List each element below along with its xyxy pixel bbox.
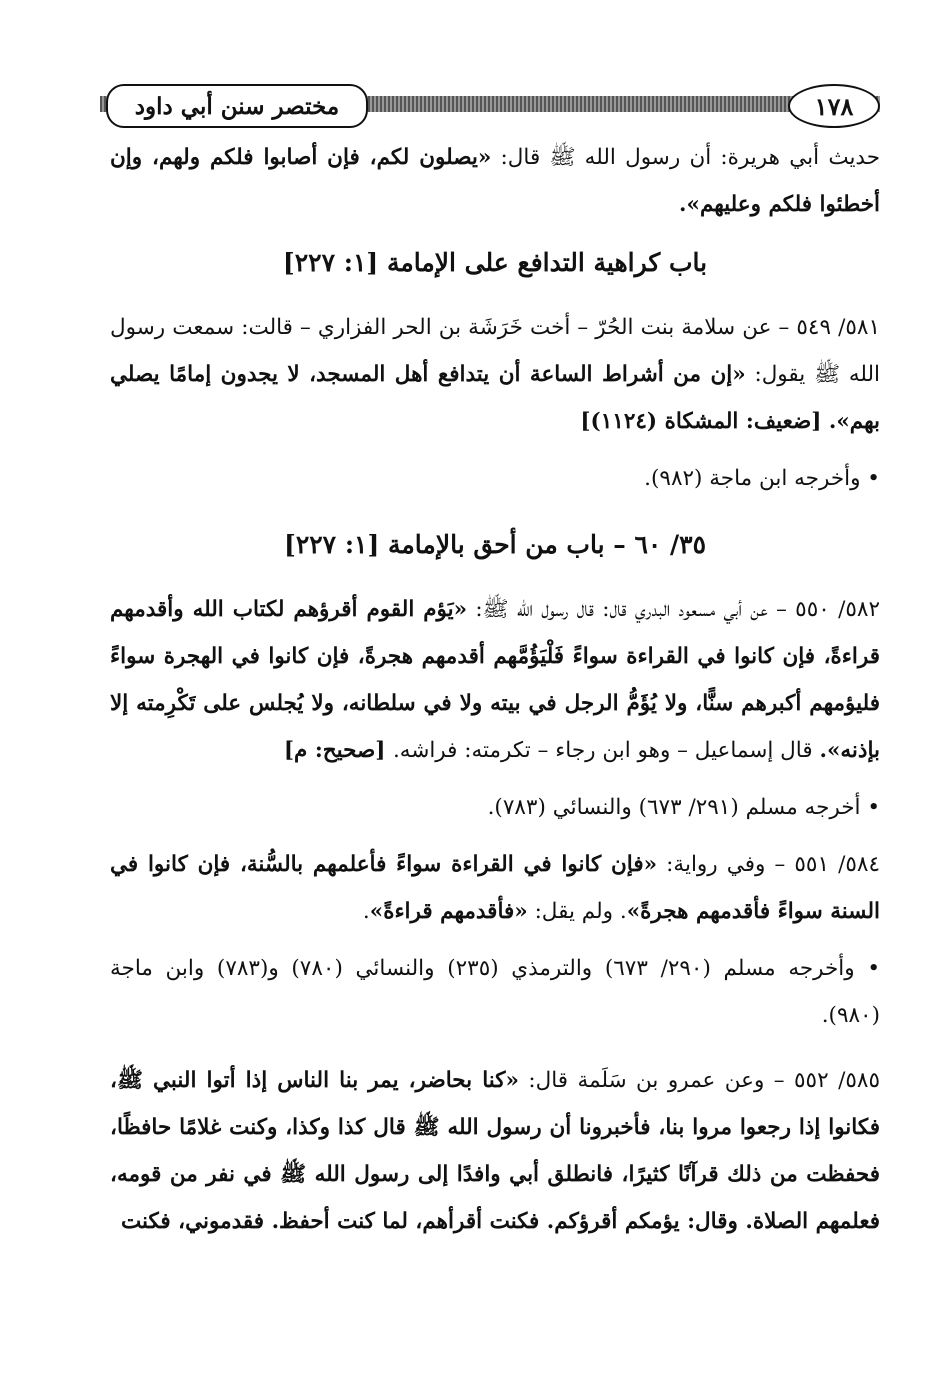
page-number: ١٧٨: [788, 84, 880, 128]
hadith-quote: «إن من أشراط الساعة أن يتدافع أهل المسجد، لا يجدون إمامًا يصلي بهم».: [110, 362, 880, 434]
page-header: [100, 80, 880, 136]
takhrij-note: • وأخرجه مسلم (٢٩٠/ ٦٧٣) والترمذي (٢٣٥) والنسائي (٧٨٠) و(٧٨٣) وابن ماجة (٩٨٠).: [110, 956, 880, 1028]
hadith-quote: «فإن كانوا في القراءة سواءً فأعلمهم بالسُّنة، فإن كانوا في السنة سواءً فأقدمهم هجرةً»: [110, 852, 880, 924]
paragraph-text: ٥٨٢/ ٥٥٠ – عن أبي مسعود البدري قال: قال رسول الله ﷺ:: [467, 597, 880, 622]
chapter-heading: ٣٥/ ٦٠ – باب من أحق بالإمامة [١: ٢٢٧]: [283, 530, 707, 559]
hadith-quote: «فأقدمهم قراءةً»: [369, 899, 528, 924]
hadith-grade: [ضعيف: المشكاة (١١٢٤)]: [580, 409, 829, 434]
hadith-quote: «يصلون لكم، فإن أصابوا فلكم ولهم، وإن أخطئوا فلكم وعليهم».: [110, 145, 880, 217]
hadith-582: [110, 586, 880, 774]
paragraph-hadith-continuation: [110, 134, 880, 228]
paragraph-text: حديث أبي هريرة: أن رسول الله ﷺ قال:: [491, 145, 880, 170]
paragraph-text: قال إسماعيل – وهو ابن رجاء – تكرمته: فراشه.: [392, 738, 820, 763]
page-body: [110, 134, 880, 1255]
chapter-heading: باب كراهية التدافع على الإمامة [١: ٢٢٧]: [282, 248, 708, 277]
takhrij-note: • أخرجه مسلم (٢٩١/ ٦٧٣) والنسائي (٧٨٣).: [487, 795, 880, 820]
book-title: مختصر سنن أبي داود: [106, 84, 368, 128]
hadith-quote: «يَؤم القوم أقرؤهم لكتاب الله وأقدمهم قراءةً، فإن كانوا في القراءة سواءً فَلْيَؤُمَّهم أقدمهم هجرةً، فإن كانوا في الهجرة سواءً فليؤمهم أكبرهم سنًّا، ولا يُؤَمُّ الرجل في بيته ولا في سلطانه، ولا يُجلس على تَكْرِمته إلا بإذنه».: [110, 597, 880, 763]
hadith-581: [110, 304, 880, 445]
paragraph-text: ٥٨٥/ ٥٥٢ – وعن عمرو بن سَلَمة قال:: [518, 1068, 880, 1093]
hadith-quote: «كنا بحاضر، يمر بنا الناس إذا أتوا النبي ﷺ، فكانوا إذا رجعوا مروا بنا، فأخبرونا أن رسول الله ﷺ قال كذا وكذا، وكنت غلامًا حافظًا، فحفظت من ذلك قرآنًا كثيرًا، فانطلق أبي وافدًا إلى رسول الله ﷺ في نفر من قومه، فعلمهم الصلاة. وقال: يؤمكم أقرؤكم. فكنت أقرأهم، لما كنت أحفظ. فقدموني، فكنت: [110, 1068, 880, 1234]
paragraph-text: . ولم يقل:: [527, 899, 627, 924]
hadith-585: [110, 1057, 880, 1245]
paragraph-text: .: [362, 899, 370, 924]
paragraph-text: ٥٨٤/ ٥٥١ – وفي رواية:: [657, 852, 881, 877]
takhrij-note: • وأخرجه ابن ماجة (٩٨٢).: [644, 466, 880, 491]
paragraph-text: ٥٨١/ ٥٤٩ – عن سلامة بنت الحُرّ – أخت خَرَشَة بن الحر الفزاري – قالت: سمعت رسول الله ﷺ يقول:: [110, 315, 880, 387]
hadith-584: [110, 841, 880, 935]
hadith-grade: [صحيح: م]: [283, 738, 393, 763]
